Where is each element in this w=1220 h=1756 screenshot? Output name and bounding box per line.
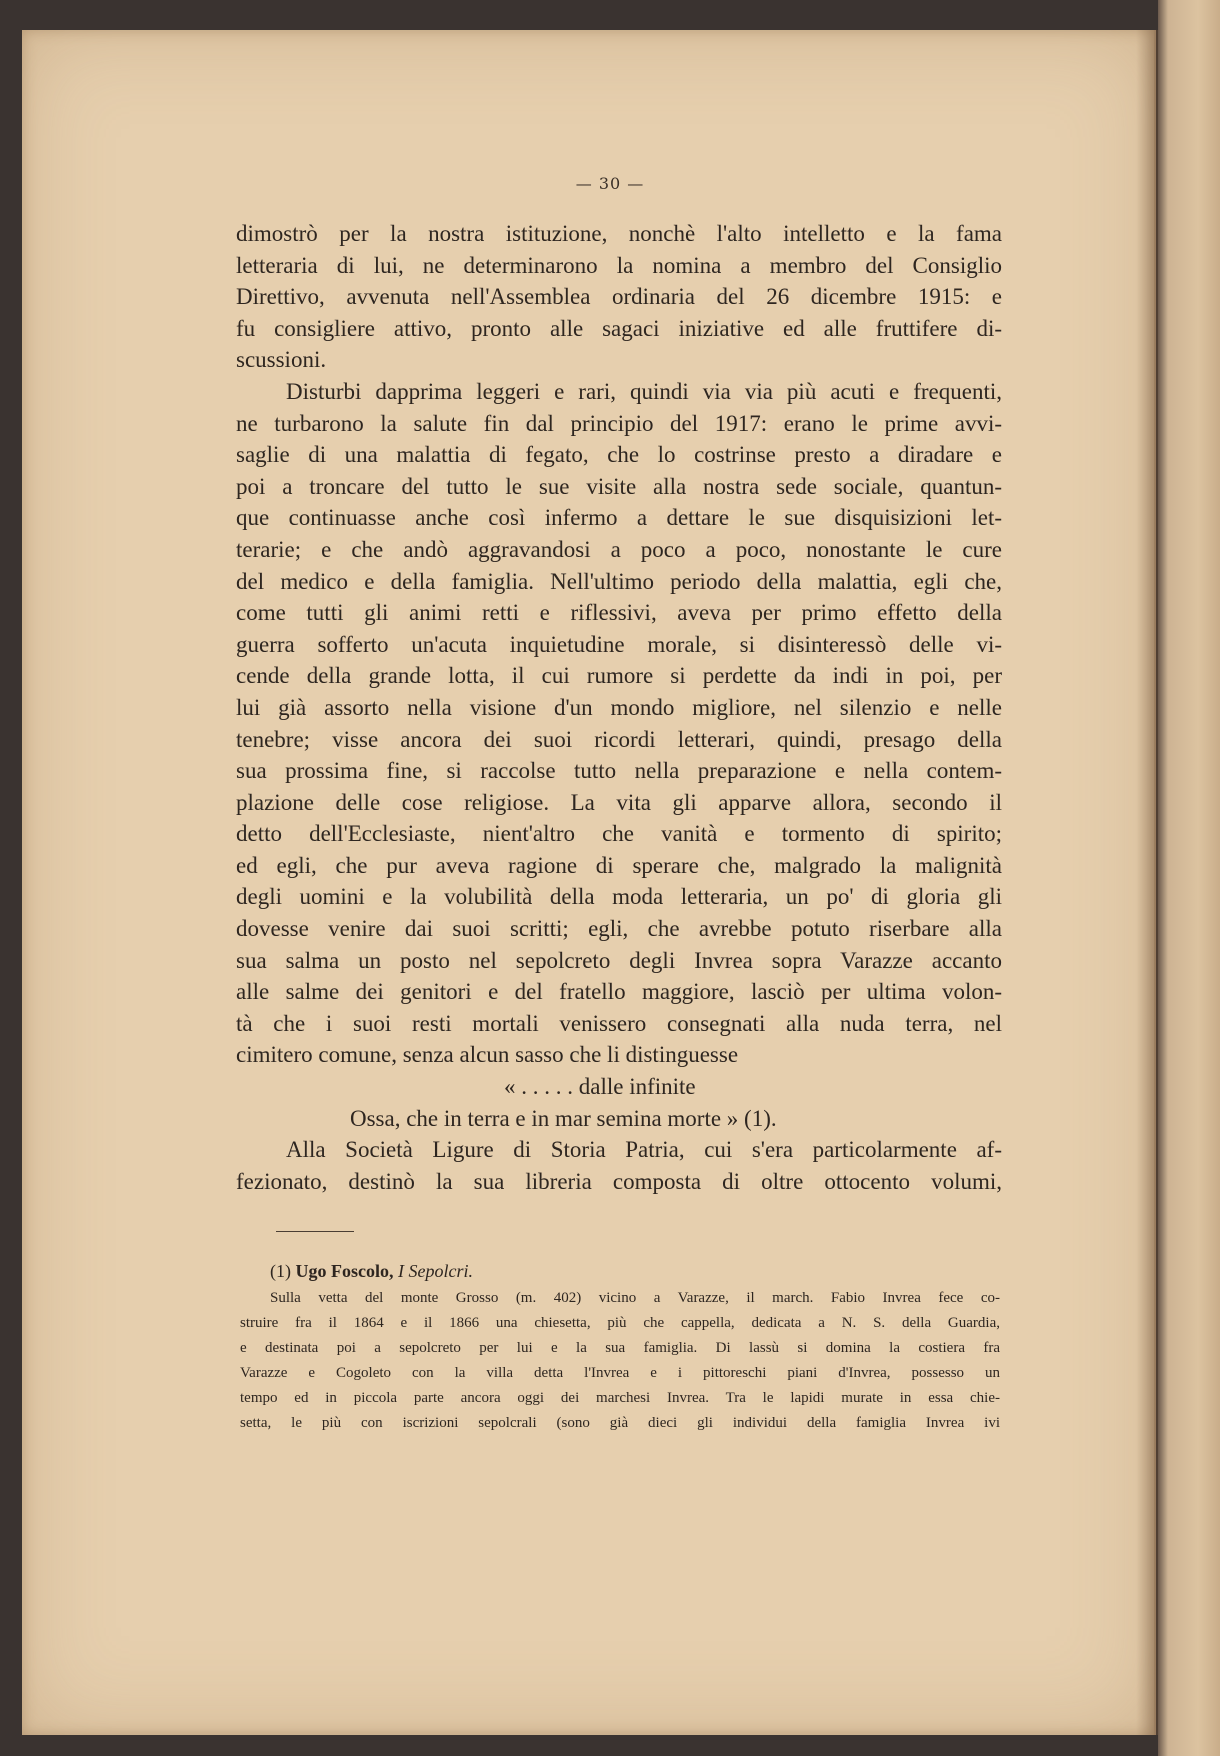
footnote-work: I Sepolcri. xyxy=(398,1261,473,1281)
text-line: degli uomini e la volubilità della moda letteraria, un po' di gloria gli xyxy=(236,884,1002,910)
text-line: dovesse venire dai suoi scritti; egli, che avrebbe potuto riserbare alla xyxy=(236,916,1002,942)
footnote-line: struire fra il 1864 e il 1866 una chiesetta, più che cappella, dedicata a N. S. della Guardia, xyxy=(240,1315,1000,1331)
text-line: fu consigliere attivo, pronto alle sagaci iniziative ed alle fruttifere di- xyxy=(236,315,1002,341)
footnote-rule xyxy=(276,1231,354,1232)
footnote-line: Varazze e Cogoleto con la villa detta l'Invrea e i pittoreschi piani d'Invrea, possesso un xyxy=(240,1365,1000,1381)
page-number: — 30 — xyxy=(575,174,645,193)
text-line: come tutti gli animi retti e riflessivi, aveva per primo effetto della xyxy=(236,600,1002,626)
footnote-line: setta, le più con iscrizioni sepolcrali (sono già dieci gli individui della famiglia Invrea ivi xyxy=(240,1415,1000,1431)
main-text xyxy=(236,218,1002,1197)
text-line: ne turbarono la salute fin dal principio del 1917: erano le prime avvi- xyxy=(236,410,1002,436)
binding-shadow xyxy=(1136,30,1158,1735)
text-line: ed egli, che pur aveva ragione di sperare che, malgrado la malignità xyxy=(236,852,1002,878)
text-line: dimostrò per la nostra istituzione, nonchè l'alto intelletto e la fama xyxy=(236,221,1002,246)
text-line: lui già assorto nella visione d'un mondo migliore, nel silenzio e nelle xyxy=(236,694,1002,720)
footnote-heading xyxy=(240,1256,1000,1286)
text-line: detto dell'Ecclesiaste, nient'altro che vanità e tormento di spirito; xyxy=(236,821,1002,847)
text-line: sua salma un posto nel sepolcreto degli Invrea sopra Varazze accanto xyxy=(236,947,1002,973)
footnote-body xyxy=(240,1286,1000,1436)
footnote xyxy=(240,1256,1000,1436)
text-line: saglie di una malattia di fegato, che lo costrinse presto a diradare e xyxy=(236,442,1002,468)
text-line: del medico e della famiglia. Nell'ultimo periodo della malattia, egli che, xyxy=(236,568,1002,594)
text-line: que continuasse anche così infermo a dettare le sue disquisizioni let- xyxy=(236,505,1002,531)
text-line: scussioni. xyxy=(236,347,327,373)
text-line: terarie; e che andò aggravandosi a poco a poco, nonostante le cure xyxy=(236,536,1002,562)
text-line: Alla Società Ligure di Storia Patria, cui s'era particolarmente af- xyxy=(286,1137,1002,1163)
text-line: guerra sofferto un'acuta inquietudine morale, si disinteressò delle vi- xyxy=(236,631,1002,657)
footnote-line: tempo ed in piccola parte ancora oggi dei marchesi Invrea. Tra le lapidi murate in essa chie- xyxy=(240,1390,1000,1406)
quotation-line: Ossa, che in terra e in mar semina morte » (1). xyxy=(350,1105,777,1131)
text-line: poi a troncare del tutto le sue visite alla nostra sede sociale, quantun- xyxy=(236,473,1002,499)
text-line: fezionato, destinò la sua libreria composta di oltre ottocento volumi, xyxy=(236,1168,1002,1194)
text-line: Direttivo, avvenuta nell'Assemblea ordinaria del 26 dicembre 1915: e xyxy=(236,284,1002,310)
text-line: cende della grande lotta, il cui rumore si perdette da indi in poi, per xyxy=(236,663,1002,689)
text-line: cimitero comune, senza alcun sasso che li distinguesse xyxy=(236,1042,739,1068)
footnote-line: e destinata poi a sepolcreto per lui e la sua famiglia. Di lassù si domina la costiera fra xyxy=(240,1340,1000,1356)
footnote-author: Ugo Foscolo, xyxy=(295,1261,394,1281)
text-line: alle salme dei genitori e del fratello maggiore, lasciò per ultima volon- xyxy=(236,979,1002,1005)
text-line: letteraria di lui, ne determinarono la nomina a membro del Consiglio xyxy=(236,252,1002,278)
next-page-edge xyxy=(1158,0,1220,1756)
text-line: tenebre; visse ancora dei suoi ricordi letterari, quindi, presago della xyxy=(236,726,1002,752)
text-line: plazione delle cose religiose. La vita gli apparve allora, secondo il xyxy=(236,789,1002,815)
text-line: Disturbi dapprima leggeri e rari, quindi via via più acuti e frequenti, xyxy=(286,378,1002,404)
footnote-line: Sulla vetta del monte Grosso (m. 402) vicino a Varazze, il march. Fabio Invrea fece co- xyxy=(270,1290,1000,1306)
text-line: tà che i suoi resti mortali venissero consegnati alla nuda terra, nel xyxy=(236,1010,1002,1036)
footnote-marker: (1) xyxy=(270,1261,291,1281)
quotation-line: « . . . . . dalle infinite xyxy=(504,1074,696,1100)
text-line: sua prossima fine, si raccolse tutto nella preparazione e nella contem- xyxy=(236,758,1002,784)
